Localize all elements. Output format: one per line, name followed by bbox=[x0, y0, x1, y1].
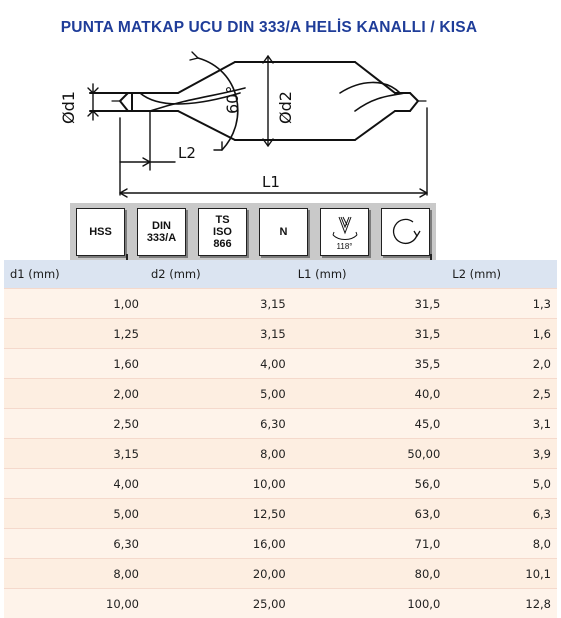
table-cell: 6,30 bbox=[145, 409, 292, 439]
table-cell: 1,00 bbox=[4, 289, 145, 319]
rotation-icon bbox=[381, 208, 430, 256]
table-cell: 3,15 bbox=[145, 319, 292, 349]
dimension-table bbox=[4, 260, 557, 618]
type-n-icon: N bbox=[259, 208, 308, 256]
page-title: PUNTA MATKAP UCU DIN 333/A HELİS KANALLI / KISA bbox=[0, 19, 538, 37]
table-row bbox=[4, 529, 557, 559]
table-cell: 3,9 bbox=[446, 439, 557, 469]
table-cell: 31,5 bbox=[292, 319, 447, 349]
table-cell: 2,5 bbox=[446, 379, 557, 409]
drill-point-glyph bbox=[325, 213, 365, 243]
table-cell: 5,00 bbox=[4, 499, 145, 529]
table-cell: 3,15 bbox=[145, 289, 292, 319]
table-cell: 12,8 bbox=[446, 589, 557, 618]
table-row bbox=[4, 409, 557, 439]
table-row bbox=[4, 589, 557, 618]
table-cell: 2,00 bbox=[4, 379, 145, 409]
label-d2: Ød2 bbox=[276, 91, 295, 124]
table-cell: 1,60 bbox=[4, 349, 145, 379]
table-cell: 8,00 bbox=[145, 439, 292, 469]
table-cell: 8,0 bbox=[446, 529, 557, 559]
table-cell: 40,0 bbox=[292, 379, 447, 409]
center-drill-drawing bbox=[0, 38, 561, 203]
header-l1: L1 (mm) bbox=[292, 260, 447, 289]
table-row bbox=[4, 319, 557, 349]
table-cell: 31,5 bbox=[292, 289, 447, 319]
table-cell: 5,0 bbox=[446, 469, 557, 499]
clockwise-arrow-glyph bbox=[389, 215, 423, 249]
table-cell: 71,0 bbox=[292, 529, 447, 559]
table-cell: 6,30 bbox=[4, 529, 145, 559]
table-cell: 100,0 bbox=[292, 589, 447, 618]
table-cell: 6,3 bbox=[446, 499, 557, 529]
label-d1: Ød1 bbox=[59, 91, 78, 124]
din-standard-icon: DIN 333/A bbox=[137, 208, 186, 256]
table-cell: 1,25 bbox=[4, 319, 145, 349]
table-cell: 16,00 bbox=[145, 529, 292, 559]
table-cell: 35,5 bbox=[292, 349, 447, 379]
table-row bbox=[4, 289, 557, 319]
table-row bbox=[4, 379, 557, 409]
table-cell: 3,15 bbox=[4, 439, 145, 469]
table-row bbox=[4, 469, 557, 499]
table-cell: 56,0 bbox=[292, 469, 447, 499]
table-cell: 4,00 bbox=[145, 349, 292, 379]
table-cell: 20,00 bbox=[145, 559, 292, 589]
table-cell: 1,3 bbox=[446, 289, 557, 319]
table-cell: 45,0 bbox=[292, 409, 447, 439]
table-cell: 5,00 bbox=[145, 379, 292, 409]
label-l1: L1 bbox=[262, 173, 280, 191]
table-cell: 1,6 bbox=[446, 319, 557, 349]
table-row bbox=[4, 559, 557, 589]
table-cell: 4,00 bbox=[4, 469, 145, 499]
label-angle: 60° bbox=[223, 86, 242, 114]
table-cell: 50,00 bbox=[292, 439, 447, 469]
header-d1: d1 (mm) bbox=[4, 260, 145, 289]
table-cell: 10,00 bbox=[145, 469, 292, 499]
table-cell: 12,50 bbox=[145, 499, 292, 529]
table-cell: 3,1 bbox=[446, 409, 557, 439]
table-cell: 8,00 bbox=[4, 559, 145, 589]
table-row bbox=[4, 439, 557, 469]
table-row bbox=[4, 349, 557, 379]
label-l2: L2 bbox=[178, 144, 196, 162]
ts-iso-icon: TS ISO 866 bbox=[198, 208, 247, 256]
table-cell: 2,0 bbox=[446, 349, 557, 379]
table-row bbox=[4, 499, 557, 529]
table-cell: 10,1 bbox=[446, 559, 557, 589]
table-cell: 63,0 bbox=[292, 499, 447, 529]
table-cell: 10,00 bbox=[4, 589, 145, 618]
spec-icon-strip bbox=[70, 203, 436, 261]
table-cell: 2,50 bbox=[4, 409, 145, 439]
header-l2: L2 (mm) bbox=[446, 260, 557, 289]
table-cell: 80,0 bbox=[292, 559, 447, 589]
hss-icon: HSS bbox=[76, 208, 125, 256]
header-d2: d2 (mm) bbox=[145, 260, 292, 289]
table-header-row bbox=[4, 260, 557, 289]
point-angle-icon: 118° bbox=[320, 208, 369, 256]
table-cell: 25,00 bbox=[145, 589, 292, 618]
